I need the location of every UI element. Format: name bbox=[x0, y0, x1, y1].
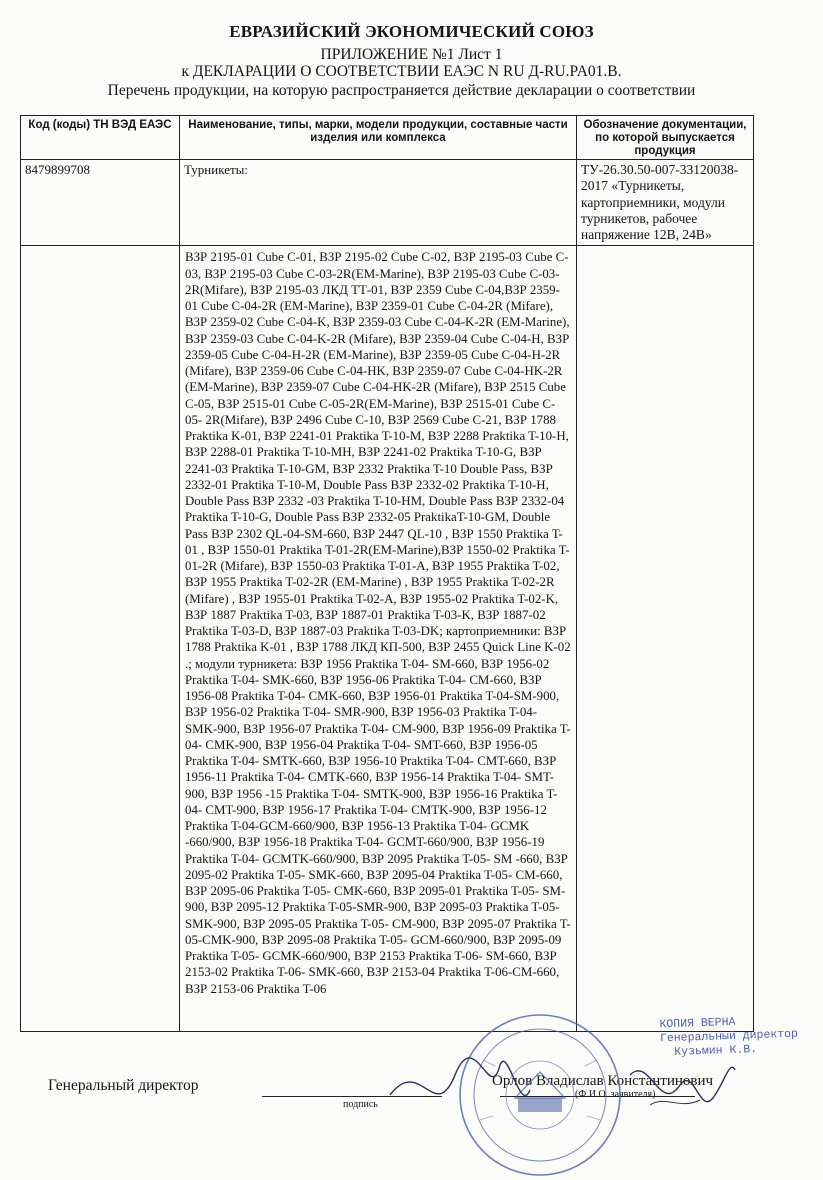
model-list-cell: ВЗР 2195-01 Cube C-01, ВЗР 2195-02 Cube C-02, ВЗР 2195-03 Cube C-03, ВЗР 2195-03 Cube C-03-2R(EM-Marine), ВЗР 2195-03 Cube C-03-2R(Mifare), ВЗР 2195-03 ЛКД ТТ-01, ВЗР 2359 Cube C-04,ВЗР 2359-01 Cube C-04-2R (EM-Marine), ВЗР 2359-01 Cube C-04-2R (Mifare), ВЗР 2359-02 Cube C-04-K, ВЗР 2359-03 Cube C-04-K-2R (EM-Marine), ВЗР 2359-03 Cube C-04-K-2R (Mifare), ВЗР 2359-04 Cube C-04-H, ВЗР 2359-05 Cube C-04-H-2R (EM-Marine), ВЗР 2359-05 Cube C-04-H-2R (Mifare), ВЗР 2359-06 Cube C-04-HK, ВЗР 2359-07 Cube C-04-HK-2R (EM-Marine), ВЗР 2359-07 Cube C-04-HK-2R (Mifare), ВЗР 2515 Cube C-05, ВЗР 2515-01 Cube C-05-2R(EM-Marine), ВЗР 2515-01 Cube C-05- 2R(Mifare), ВЗР 2496 Cube C-10, ВЗР 2569 Cube C-21, ВЗР 1788 Praktika K-01, ВЗР 2241-01 Praktika T-10-M, ВЗР 2288 Praktika T-10-H, ВЗР 2288-01 Praktika T-10-MH, ВЗР 2241-02 Praktika T-10-G, ВЗР 2241-03 Praktika T-10-GM, ВЗР 2332 Praktika T-10 Double Pass, ВЗР 2332-01 Praktika T-10-M, Double Pass ВЗР 2332-02 Praktika T-10-H, Double Pass ВЗР 2332 -03 Praktika T-10-HM, Double Pass ВЗР 2332-04 Praktika T-10-G, Double Pass ВЗР 2332-05 PraktikaT-10-GM, Double Pass ВЗР 2302 QL-04-SM-660, ВЗР 2447 QL-10 , ВЗР 1550 Praktika T-01 , ВЗР 1550-01 Praktika T-01-2R(EM-Marine),ВЗР 1550-02 Praktika T-01-2R (Mifare), ВЗР 1550-03 Praktika T-01-A, ВЗР 1955 Praktika T-02, ВЗР 1955 Praktika T-02-2R (EM-Marine) , ВЗР 1955 Praktika T-02-2R (Mifare) , ВЗР 1955-01 Praktika T-02-A, ВЗР 1955-02 Praktika T-02-K, ВЗР 1887 Praktika T-03, ВЗР 1887-01 Praktika T-03-K, ВЗР 1887-02 Praktika T-03-D, ВЗР 1887-03 Praktika T-03-DK; картоприемники: ВЗР 1788 Praktika K-01 , ВЗР 1788 ЛКД КП-500, ВЗР 2455 Quick Line K-02 .; модули турникета: ВЗР 1956 Praktika T-04- SM-660, ВЗР 1956-02 Praktika T-04- SMK-660, ВЗР 1956-06 Praktika T-04- CM-660, ВЗР 1956-08 Praktika T-04- CMK-660, ВЗР 1956-01 Praktika T-04-SM-900, ВЗР 1956-02 Praktika T-04- SMR-900, ВЗР 1956-03 Praktika T-04- SMK-900, ВЗР 1956-07 Praktika T-04- CM-900, ВЗР 1956-09 Praktika T-04- CMK-900, ВЗР 1956-04 Praktika T-04- SMT-660, ВЗР 1956-05 Praktika T-04- SMTK-660, ВЗР 1956-10 Praktika T-04- CMT-660, ВЗР 1956-11 Praktika T-04- CMTK-660, ВЗР 1956-14 Praktika T-04- SMT-900, ВЗР 1956 -15 Praktika T-04- SMTK-900, ВЗР 1956-16 Praktika T-04- CMT-900, ВЗР 1956-17 Praktika T-04- CMTK-900, ВЗР 1956-12 Praktika T-04-GCM-660/900, ВЗР 1956-13 Praktika T-04- GCMK -660/900, ВЗР 1956-18 Praktika T-04- GCMT-660/900, ВЗР 1956-19 Praktika T-04- GCMTK-660/900, ВЗР 2095 Praktika T-05- SM -660, ВЗР 2095-02 Praktika T-05- SMK-660, ВЗР 2095-04 Praktika T-05- CM-660, ВЗР 2095-06 Praktika T-05- CMK-660, ВЗР 2095-01 Praktika T-05- SM-900, ВЗР 2095-12 Praktika T-05-SMR-900, ВЗР 2095-03 Praktika T-05-SMK-900, ВЗР 2095-05 Praktika T-05- CM-900, ВЗР 2095-07 Praktika T-05-CMK-900, ВЗР 2095-08 Praktika T-05- GCM-660/900, ВЗР 2095-09 Praktika T-05- GCMK-660/900, ВЗР 2153 Praktika T-06- SM-660, ВЗР 2153-02 Praktika T-06- SMK-660, ВЗР 2153-04 Praktika T-06-CM-660, ВЗР 2153-06 Praktika T-06 bbox=[180, 246, 577, 1032]
table-row bbox=[21, 160, 754, 246]
documentation-cell: ТУ-26.30.50-007-33120038-2017 «Турникеты, картоприемники, модули турникетов, рабочее напряжение 12В, 24В» bbox=[577, 160, 754, 246]
table-row bbox=[21, 246, 754, 1032]
declaration-reference: к ДЕКЛАРАЦИИ О СООТВЕТСТВИИ ЕАЭС N RU Д-RU.PA01.B. bbox=[181, 63, 622, 80]
product-table bbox=[20, 115, 754, 1032]
annex-title: ПРИЛОЖЕНИЕ №1 Лист 1 bbox=[320, 46, 503, 63]
signature-caption: подпись bbox=[343, 1099, 378, 1110]
hs-code-cell: 8479899708 bbox=[21, 160, 180, 246]
signatory-name: Орлов Владислав Константинович bbox=[492, 1073, 714, 1089]
signatory-role: Генеральный директор bbox=[48, 1077, 199, 1094]
table-header-row bbox=[21, 116, 754, 160]
product-list-title: Перечень продукции, на которую распространяется действие декларации о соответствии bbox=[107, 82, 696, 99]
name-caption: (Ф.И.О. заявителя) bbox=[575, 1089, 656, 1100]
column-header-doc: Обозначение документации, по которой выпускается продукция bbox=[577, 116, 754, 160]
handwritten-signature bbox=[380, 1035, 740, 1130]
documentation-cell-empty bbox=[577, 246, 754, 1032]
column-header-code: Код (коды) ТН ВЭД ЕАЭС bbox=[21, 116, 180, 160]
product-name-cell: Турникеты: bbox=[180, 160, 577, 246]
copy-certified-stamp: КОПИЯ ВЕРНА Генеральный директор Кузьмин К.В. bbox=[659, 1015, 799, 1060]
union-title: ЕВРАЗИЙСКИЙ ЭКОНОМИЧЕСКИЙ СОЮЗ bbox=[229, 22, 594, 41]
hs-code-cell-empty bbox=[21, 246, 180, 1032]
column-header-name: Наименование, типы, марки, модели продукции, составные части изделия или комплекса bbox=[180, 116, 577, 160]
